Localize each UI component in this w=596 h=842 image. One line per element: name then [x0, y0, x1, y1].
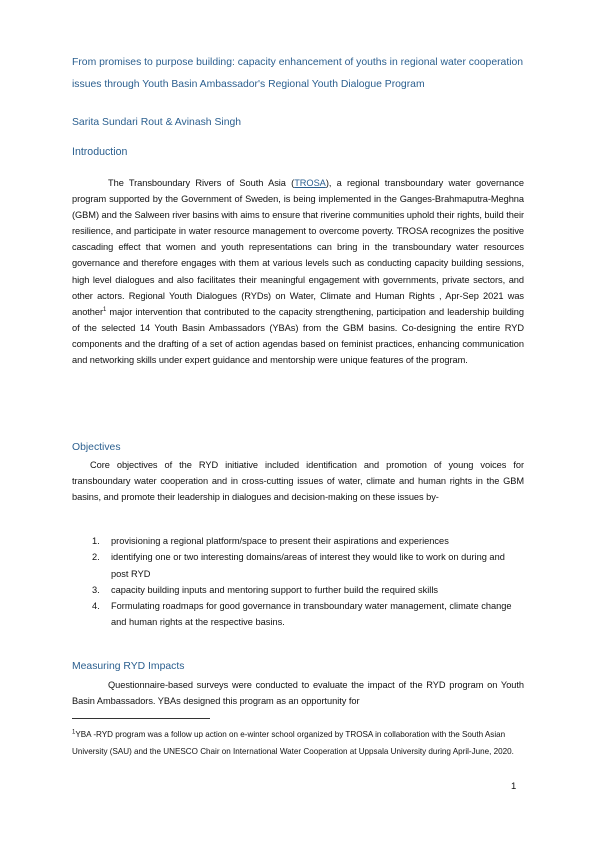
footnote-mark: 1 — [72, 729, 76, 736]
list-item — [72, 582, 524, 598]
list-item-number: 2. — [92, 552, 100, 563]
intro-text-start: The Transboundary Rivers of South Asia ( — [108, 178, 295, 188]
introduction-paragraph — [72, 175, 524, 368]
intro-text-end: major intervention that contributed to the capacity strengthening, participation and leadership building of the selected 14 Youth Basin Ambassadors (YBAs) from the GBM basins. Co-designing the entire RYD components and the drafting of a set of action agendas based on feminist practices, enhancing communication and networking skills under expert guidance and mentorship were unique features of the program. — [72, 306, 524, 366]
footnote-text: YBA -RYD program was a follow up action on e-winter school organized by TROSA in collaboration with the South Asian University (SAU) and the UNESCO Chair on International Water Cooperation at Uppsala University during April-June, 2020. — [72, 730, 514, 757]
document-title: From promises to purpose building: capacity enhancement of youths in regional water cooperation issues through Youth Basin Ambassador's Regional Youth Dialogue Program — [72, 57, 524, 90]
list-item-text: provisioning a regional platform/space to present their aspirations and experiences — [111, 536, 449, 546]
introduction-heading: Introduction — [72, 146, 128, 158]
footnote-reference[interactable]: 1 — [103, 306, 107, 313]
list-item — [72, 598, 524, 631]
measuring-text: Questionnaire-based surveys were conducted to evaluate the impact of the RYD program on Youth Basin Ambassadors. YBAs designed this program as an opportunity for — [72, 680, 524, 707]
list-item-number: 1. — [92, 536, 100, 546]
measuring-paragraph — [72, 677, 524, 709]
list-item-number: 3. — [92, 584, 100, 595]
footnote-divider — [72, 718, 210, 719]
list-item — [72, 549, 524, 582]
objectives-text: Core objectives of the RYD initiative included identification and promotion of young voices for transboundary water cooperation and in cross-cutting issues of water, climate and human rights in the GBM basins, and promote their leadership in dialogues and decision-making on these issues by- — [72, 460, 524, 503]
page-number: 1 — [511, 781, 517, 792]
list-item — [72, 533, 524, 549]
footnote — [72, 726, 532, 761]
objectives-paragraph — [72, 457, 524, 505]
authors-line: Sarita Sundari Rout & Avinash Singh — [72, 117, 242, 128]
list-item-number: 4. — [92, 601, 100, 612]
list-item-text: Formulating roadmaps for good governance in transboundary water management, climate change and human rights at the respective basins. — [111, 601, 512, 628]
trosa-link[interactable]: TROSA — [294, 178, 326, 188]
intro-text-middle: ), a regional transboundary water governance program supported by the Government of Sweden, is being implemented in the Ganges-Brahmaputra-Meghna (GBM) and the Salween river basins with aims to ensure that riverine communities uphold their rights, build their resilience, and participate in water resource management to overcome poverty. TROSA recognizes the positive cascading effect that women and youth representations can bring in the transboundary water resources governance and therefore engages with them at various levels such as conducting capacity building sessions, high level dialogues and also facilitates their meaningful engagement with governments, private sectors, and other actors. Regional Youth Dialogues (RYDs) on Water, Climate and Human Rights , Apr-Sep 2021 was another — [72, 178, 524, 317]
measuring-impacts-heading: Measuring RYD Impacts — [72, 661, 185, 672]
list-item-text: capacity building inputs and mentoring support to further build the required skills — [111, 584, 439, 595]
list-item-text: identifying one or two interesting domains/areas of interest they would like to work on during and post RYD — [111, 552, 505, 579]
objectives-list — [72, 533, 524, 631]
objectives-heading: Objectives — [72, 442, 121, 453]
